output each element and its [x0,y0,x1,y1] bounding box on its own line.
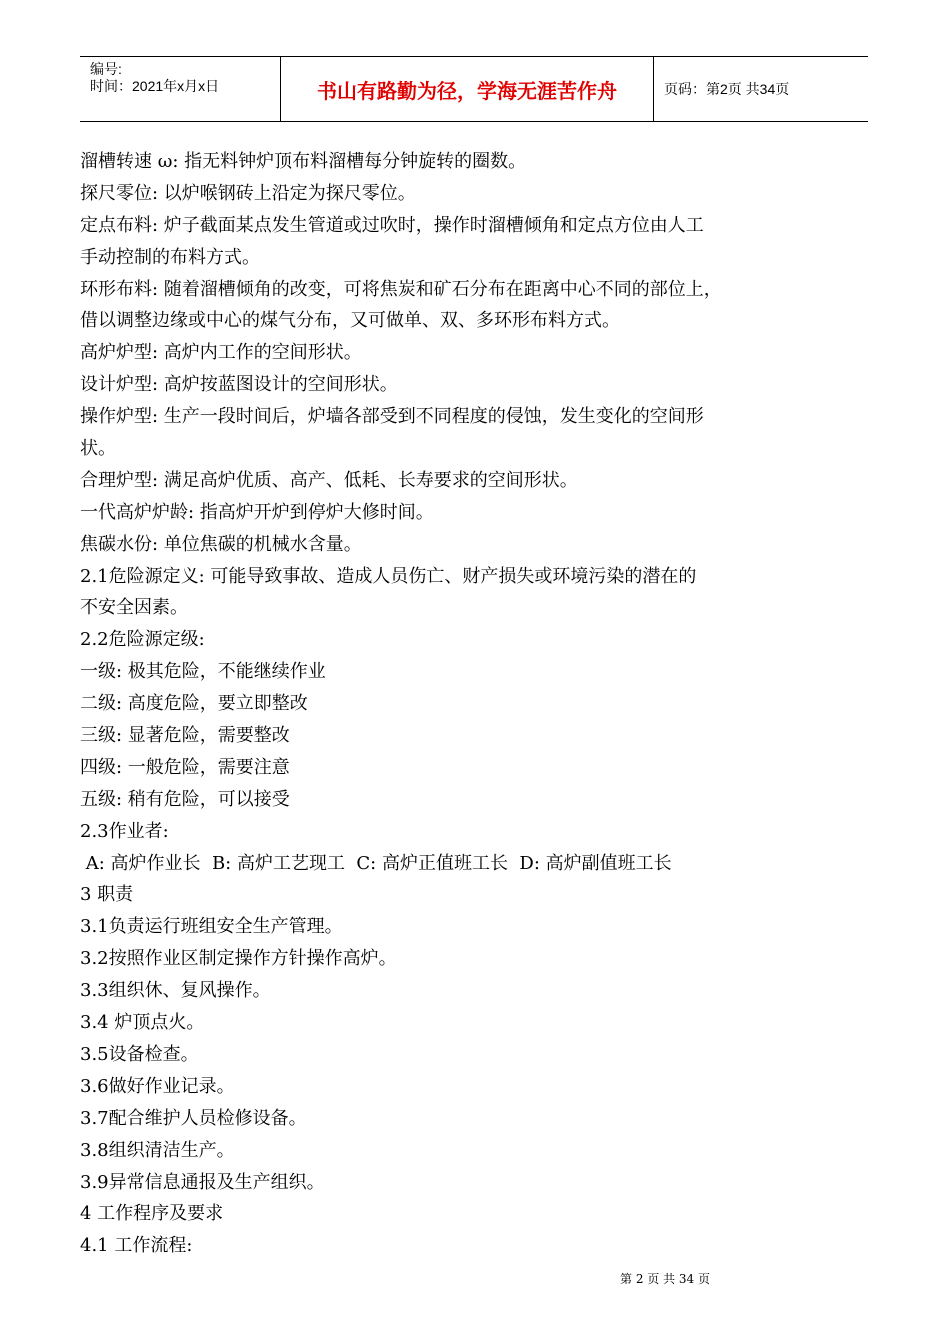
text-line: 五级: 稍有危险，可以接受 [80,788,290,810]
text-line: 环形布料: 随着溜槽倾角的改变，可将焦炭和矿石分布在距离中心不同的部位上， [80,278,722,300]
text-line: 状。 [80,438,116,460]
text-line: 4 工作程序及要求 [80,1203,224,1225]
text-line: 3.1负责运行班组安全生产管理。 [80,916,343,938]
text-line: 焦碳水份: 单位焦碳的机械水含量。 [80,533,362,555]
text-line: 2.1危险源定义: 可能导致事故、造成人员伤亡、财产损失或环境污染的潜在的 [80,565,697,587]
text-line: 高炉炉型: 高炉内工作的空间形状。 [80,342,362,364]
text-line: 3.4 炉顶点火。 [80,1012,205,1034]
text-line: 3.8组织清洁生产。 [80,1139,235,1161]
header-meta [80,57,280,121]
header-motto: 书山有路勤为径，学海无涯苦作舟 [280,57,654,121]
text-line: 3.7配合维护人员检修设备。 [80,1107,307,1129]
text-line: 三级: 显著危险，需要整改 [80,725,290,747]
text-line: 2.3作业者: [80,820,169,842]
text-line: 定点布料: 炉子截面某点发生管道或过吹时，操作时溜槽倾角和定点方位由人工 [80,214,704,236]
page-header [80,56,868,122]
page-footer: 第 2 页 共 34 页 [620,1272,710,1286]
text-line: 探尺零位: 以炉喉钢砖上沿定为探尺零位。 [80,182,416,204]
text-line: 3.3组织休、复风操作。 [80,980,271,1002]
text-line: 手动控制的布料方式。 [80,246,260,268]
text-line: A: 高炉作业长 B: 高炉工艺现工 C: 高炉正值班工长 D: 高炉副值班工长 [80,852,672,874]
text-line: 一级: 极其危险，不能继续作业 [80,661,326,683]
text-line: 3.9异常信息通报及生产组织。 [80,1171,325,1193]
text-line: 溜槽转速 ω: 指无料钟炉顶布料溜槽每分钟旋转的圈数。 [80,151,527,172]
text-line: 4.1 工作流程: [80,1235,193,1257]
text-line: 操作炉型: 生产一段时间后，炉墙各部受到不同程度的侵蚀，发生变化的空间形 [80,406,704,428]
text-line: 3.2按照作业区制定操作方针操作高炉。 [80,948,397,970]
text-line: 3.5设备检查。 [80,1043,199,1065]
text-line: 3 职责 [80,884,134,906]
document-body [80,146,880,1262]
text-line: 一代高炉炉龄: 指高炉开炉到停炉大修时间。 [80,501,434,523]
text-line: 不安全因素。 [80,597,188,619]
header-page-info: 页码：第2页 共34页 [664,81,790,97]
document-time-label: 时间：2021年x月x日 [90,78,220,94]
text-line: 四级: 一般危险，需要注意 [80,756,290,778]
text-line: 3.6做好作业记录。 [80,1075,235,1097]
text-line: 设计炉型: 高炉按蓝图设计的空间形状。 [80,374,398,396]
text-line: 2.2危险源定级: [80,629,205,651]
text-line: 二级: 高度危险，要立即整改 [80,693,308,715]
text-line: 合理炉型: 满足高炉优质、高产、低耗、长寿要求的空间形状。 [80,469,578,491]
text-line: 借以调整边缘或中心的煤气分布，又可做单、双、多环形布料方式。 [80,310,620,332]
document-number-label: 编号: [90,61,122,77]
